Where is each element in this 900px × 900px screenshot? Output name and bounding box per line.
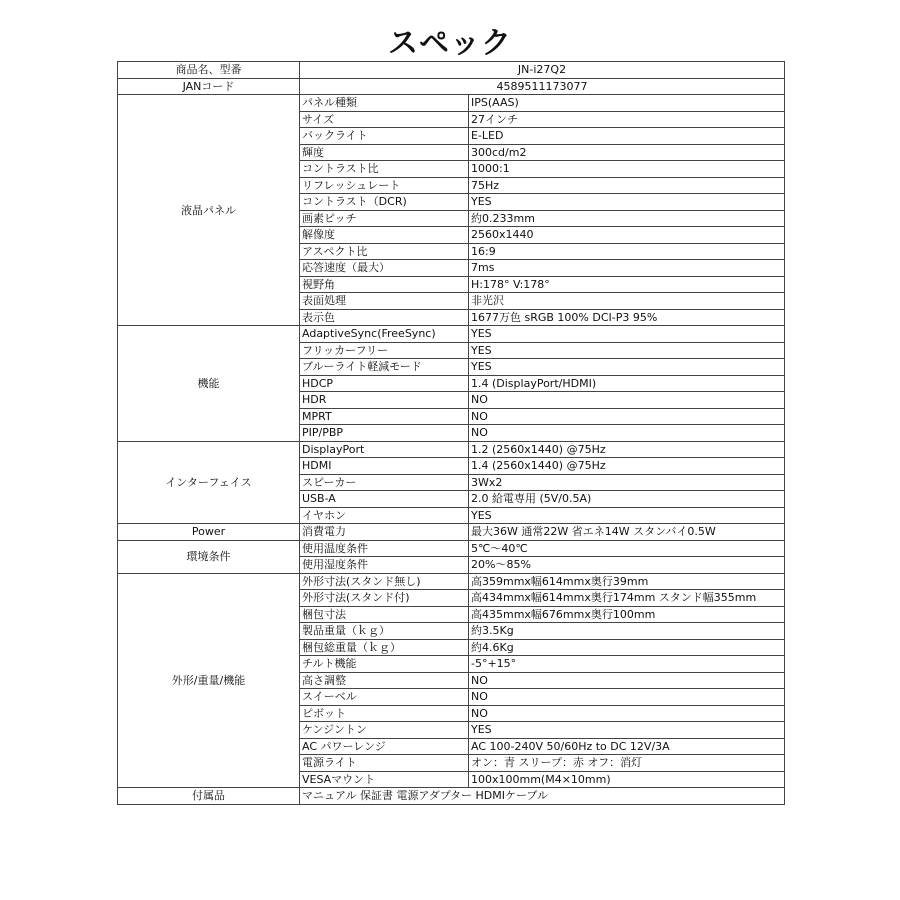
- accessories-value: マニュアル 保証書 電源アダプター HDMIケーブル: [300, 788, 785, 805]
- spec-label: 応答速度（最大）: [300, 260, 469, 277]
- category-cell: 環境条件: [118, 540, 300, 573]
- spec-label: PIP/PBP: [300, 425, 469, 442]
- spec-label: アスペクト比: [300, 243, 469, 260]
- accessories-row: [118, 788, 785, 805]
- spec-label: チルト機能: [300, 656, 469, 673]
- spec-table: [117, 61, 785, 805]
- category-cell: 液晶パネル: [118, 95, 300, 326]
- spec-label: 視野角: [300, 276, 469, 293]
- spec-value: NO: [469, 705, 785, 722]
- spec-label: 解像度: [300, 227, 469, 244]
- spec-label: 外形寸法(スタンド付): [300, 590, 469, 607]
- spec-value: AC 100-240V 50/60Hz to DC 12V/3A: [469, 738, 785, 755]
- spec-label: 画素ピッチ: [300, 210, 469, 227]
- spec-value: E-LED: [469, 128, 785, 145]
- spec-value: NO: [469, 689, 785, 706]
- header-label: JANコード: [118, 78, 300, 95]
- spec-value: 75Hz: [469, 177, 785, 194]
- spec-label: スイーベル: [300, 689, 469, 706]
- spec-value: 1677万色 sRGB 100% DCI-P3 95%: [469, 309, 785, 326]
- spec-value: 2.0 給電専用 (5V/0.5A): [469, 491, 785, 508]
- spec-label: 表示色: [300, 309, 469, 326]
- category-cell: 付属品: [118, 788, 300, 805]
- spec-row: [118, 524, 785, 541]
- spec-label: DisplayPort: [300, 441, 469, 458]
- spec-label: ケンジントン: [300, 722, 469, 739]
- spec-label: AdaptiveSync(FreeSync): [300, 326, 469, 343]
- spec-value: YES: [469, 359, 785, 376]
- spec-value: 3Wx2: [469, 474, 785, 491]
- spec-value: 高359mmx幅614mmx奥行39mm: [469, 573, 785, 590]
- spec-row: [118, 95, 785, 112]
- spec-value: IPS(AAS): [469, 95, 785, 112]
- spec-value: 7ms: [469, 260, 785, 277]
- header-row: [118, 62, 785, 79]
- spec-label: HDMI: [300, 458, 469, 475]
- spec-label: イヤホン: [300, 507, 469, 524]
- spec-label: ピボット: [300, 705, 469, 722]
- spec-label: サイズ: [300, 111, 469, 128]
- spec-label: コントラスト（DCR): [300, 194, 469, 211]
- spec-label: 使用温度条件: [300, 540, 469, 557]
- spec-value: 1000:1: [469, 161, 785, 178]
- spec-label: コントラスト比: [300, 161, 469, 178]
- spec-label: 電源ライト: [300, 755, 469, 772]
- spec-row: [118, 326, 785, 343]
- spec-value: 2560x1440: [469, 227, 785, 244]
- spec-label: AC パワーレンジ: [300, 738, 469, 755]
- spec-label: スピーカー: [300, 474, 469, 491]
- spec-label: 製品重量（ｋｇ）: [300, 623, 469, 640]
- spec-label: フリッカーフリー: [300, 342, 469, 359]
- spec-label: 梱包寸法: [300, 606, 469, 623]
- header-value: JN-i27Q2: [300, 62, 785, 79]
- page-title: スペック: [388, 26, 512, 61]
- header-label: 商品名、型番: [118, 62, 300, 79]
- spec-label: HDR: [300, 392, 469, 409]
- spec-value: YES: [469, 194, 785, 211]
- spec-value: NO: [469, 672, 785, 689]
- spec-label: 梱包総重量（ｋｇ）: [300, 639, 469, 656]
- spec-value: 1.4 (2560x1440) @75Hz: [469, 458, 785, 475]
- spec-value: NO: [469, 425, 785, 442]
- spec-label: ブルーライト軽減モード: [300, 359, 469, 376]
- spec-value: 27インチ: [469, 111, 785, 128]
- spec-label: パネル種類: [300, 95, 469, 112]
- spec-row: [118, 441, 785, 458]
- spec-label: HDCP: [300, 375, 469, 392]
- category-cell: 外形/重量/機能: [118, 573, 300, 788]
- spec-value: 高435mmx幅676mmx奥行100mm: [469, 606, 785, 623]
- spec-value: YES: [469, 326, 785, 343]
- header-value: 4589511173077: [300, 78, 785, 95]
- spec-value: 20%～85%: [469, 557, 785, 574]
- spec-value: 300cd/m2: [469, 144, 785, 161]
- spec-label: 外形寸法(スタンド無し): [300, 573, 469, 590]
- spec-value: YES: [469, 507, 785, 524]
- spec-value: 1.2 (2560x1440) @75Hz: [469, 441, 785, 458]
- spec-value: YES: [469, 342, 785, 359]
- spec-label: USB-A: [300, 491, 469, 508]
- spec-label: 高さ調整: [300, 672, 469, 689]
- spec-value: 16:9: [469, 243, 785, 260]
- spec-value: 約4.6Kg: [469, 639, 785, 656]
- spec-label: 表面処理: [300, 293, 469, 310]
- spec-value: 約3.5Kg: [469, 623, 785, 640]
- spec-value: 100x100mm(M4×10mm): [469, 771, 785, 788]
- spec-value: 5℃～40℃: [469, 540, 785, 557]
- spec-row: [118, 540, 785, 557]
- spec-label: 使用湿度条件: [300, 557, 469, 574]
- spec-row: [118, 573, 785, 590]
- category-cell: Power: [118, 524, 300, 541]
- spec-label: 輝度: [300, 144, 469, 161]
- spec-label: MPRT: [300, 408, 469, 425]
- category-cell: 機能: [118, 326, 300, 442]
- spec-value: -5°+15°: [469, 656, 785, 673]
- spec-label: VESAマウント: [300, 771, 469, 788]
- spec-value: オン：青 スリープ：赤 オフ：消灯: [469, 755, 785, 772]
- spec-label: バックライト: [300, 128, 469, 145]
- spec-value: 高434mmx幅614mmx奥行174mm スタンド幅355mm: [469, 590, 785, 607]
- header-row: [118, 78, 785, 95]
- spec-value: 非光沢: [469, 293, 785, 310]
- spec-value: 約0.233mm: [469, 210, 785, 227]
- spec-value: 1.4 (DisplayPort/HDMI): [469, 375, 785, 392]
- spec-value: H:178° V:178°: [469, 276, 785, 293]
- spec-value: YES: [469, 722, 785, 739]
- spec-value: NO: [469, 408, 785, 425]
- category-cell: インターフェイス: [118, 441, 300, 524]
- spec-value: 最大36W 通常22W 省エネ14W スタンバイ0.5W: [469, 524, 785, 541]
- spec-label: リフレッシュレート: [300, 177, 469, 194]
- spec-label: 消費電力: [300, 524, 469, 541]
- spec-value: NO: [469, 392, 785, 409]
